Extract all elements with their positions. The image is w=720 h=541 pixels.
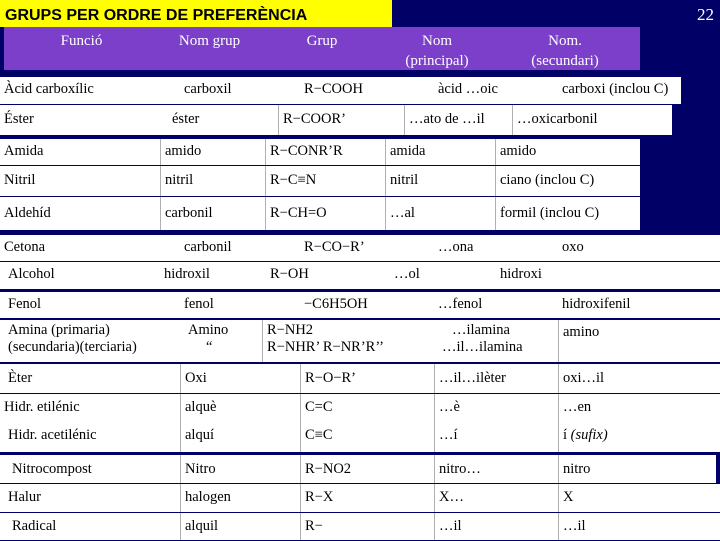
cell-nom-grup: nitril — [160, 166, 265, 196]
cell-nom-grup: carbonil — [184, 239, 232, 255]
table-row — [0, 235, 720, 262]
cell-grup: R−CH=O — [265, 197, 385, 230]
cell-funcio: Halur — [8, 489, 42, 505]
cell-grup-line2: R−NHR’ R−NR’R’’ — [267, 339, 384, 355]
cell-funcio-line2: (secundaria)(terciaria) — [8, 339, 137, 355]
cell-funcio: Èter — [8, 370, 33, 386]
table-row — [0, 484, 720, 513]
cell-nom-grup: carboxil — [184, 81, 232, 97]
cell-nom-grup-line1: Amino — [188, 322, 229, 338]
cell-nom-principal: amida — [385, 139, 495, 165]
cell-nom-grup-line2: “ — [206, 339, 213, 355]
cell-funcio: Éster — [4, 111, 34, 127]
cell-nom-principal — [434, 320, 558, 362]
table-row — [0, 320, 720, 363]
cell-nom-grup: hidroxil — [164, 266, 210, 282]
cell-nom-secundari: formil (inclou C) — [495, 197, 640, 230]
cell-funcio: Cetona — [4, 239, 46, 255]
table-row — [0, 197, 640, 231]
table-row — [0, 166, 640, 197]
cell-nom-principal: nitril — [385, 166, 495, 196]
table-row — [0, 394, 720, 423]
cell-funcio: Radical — [12, 518, 57, 534]
header-nom-principal-line1: Nom — [422, 33, 452, 49]
header-nom-grup-label: Nom grup — [178, 33, 241, 49]
cell-nom-grup: éster — [172, 111, 200, 127]
cell-nom-secundari: …oxicarbonil — [512, 105, 672, 135]
cell-funcio: Hidr. acetilénic — [8, 427, 97, 443]
cell-nom-principal: nitro… — [434, 455, 558, 483]
cell-grup: R−CONR’R — [265, 139, 385, 165]
cell-nom-principal: …ona — [438, 239, 474, 255]
cell-grup-formula: −C6H5OH — [304, 296, 368, 312]
cell-nom-grup: Oxi — [180, 364, 300, 393]
cell-nom-principal: àcid …oic — [438, 81, 498, 97]
cell-nom-principal-line1: …ilamina — [452, 322, 510, 338]
cell-grup: R−NO2 — [300, 455, 434, 483]
cell-nom-principal: …al — [385, 197, 495, 230]
cell-funcio: Hidr. etilénic — [4, 399, 80, 415]
cell-grup: R−OH — [270, 266, 309, 282]
slide-title: GRUPS PER ORDRE DE PREFERÈNCIA — [0, 0, 392, 27]
cell-nom-secundari: hidroxifenil — [562, 296, 631, 312]
cell-nom-secundari: amido — [495, 139, 640, 165]
header-nom-principal — [384, 27, 490, 70]
cell-nom-grup: fenol — [184, 296, 214, 312]
cell-nom-secundari-note: (sufix) — [570, 427, 608, 443]
cell-grup: R−COOR’ — [278, 105, 404, 135]
cell-grup: R−COOH — [304, 81, 363, 97]
cell-grup: C≡C — [300, 422, 434, 452]
cell-funcio-line1: Amina (primaria) — [8, 322, 110, 338]
cell-nom-principal: …í — [434, 422, 558, 452]
table-row — [0, 292, 720, 319]
cell-nom-secundari-text: í — [563, 427, 571, 443]
header-grup-label: Grup — [306, 33, 338, 49]
cell-nom-principal: …il…ilèter — [434, 364, 558, 393]
cell-nom-secundari: carboxi (inclou C) — [562, 81, 669, 97]
cell-nom-principal: …il — [434, 513, 558, 540]
cell-funcio — [4, 320, 180, 362]
cell-nom-principal-line2: …il…ilamina — [442, 339, 523, 355]
cell-funcio: Amida — [4, 143, 44, 159]
cell-nom-principal: …è — [434, 394, 558, 422]
header-nom-grup — [159, 27, 260, 70]
cell-grup: R−X — [300, 484, 434, 512]
header-nom-secundari-line2: (secundari) — [531, 53, 599, 69]
cell-grup — [300, 292, 434, 318]
page-number: 22 — [697, 5, 714, 24]
cell-nom-grup: halogen — [180, 484, 300, 512]
cell-nom-secundari: X — [558, 484, 720, 512]
header-funcio — [4, 27, 159, 70]
table-row — [0, 364, 720, 394]
cell-funcio: Nitrocompost — [12, 461, 92, 477]
cell-grup-line1: R−NH2 — [267, 322, 314, 338]
cell-grup — [262, 320, 434, 362]
table-row — [0, 77, 681, 105]
cell-funcio: Fenol — [8, 296, 42, 312]
cell-funcio: Àcid carboxílic — [4, 81, 94, 97]
cell-nom-secundari: hidroxi — [500, 266, 542, 282]
cell-nom-secundari: ciano (inclou C) — [495, 166, 640, 196]
table-row — [0, 139, 640, 166]
table-row — [0, 262, 720, 290]
cell-funcio: Alcohol — [8, 266, 55, 282]
table-row — [0, 105, 672, 136]
cell-grup: R− — [300, 513, 434, 540]
cell-nom-grup: Nitro — [180, 455, 300, 483]
cell-nom-principal: X… — [434, 484, 558, 512]
header-nom-secundari-line1: Nom. — [548, 33, 582, 49]
cell-nom-secundari: …il — [558, 513, 720, 540]
cell-nom-principal: …fenol — [438, 296, 483, 312]
cell-grup: R−CO−R’ — [304, 239, 365, 255]
cell-nom-grup: alquè — [180, 394, 300, 422]
cell-nom-secundari — [558, 422, 720, 452]
cell-nom-principal: …ol — [394, 266, 420, 282]
table-row — [0, 455, 716, 484]
cell-nom-grup: carbonil — [160, 197, 265, 230]
cell-nom-secundari: oxo — [562, 239, 584, 255]
cell-grup: R−O−R’ — [300, 364, 434, 393]
table-row — [0, 422, 720, 453]
cell-grup: R−C≡N — [265, 166, 385, 196]
cell-nom-secundari: …en — [558, 394, 720, 422]
cell-nom-secundari: amino — [558, 320, 720, 362]
cell-nom-secundari: oxi…il — [558, 364, 720, 393]
cell-nom-grup: alquil — [180, 513, 300, 540]
header-grup — [260, 27, 384, 70]
cell-nom-secundari: nitro — [558, 455, 716, 483]
header-nom-secundari — [490, 27, 640, 70]
header-nom-principal-line2: (principal) — [405, 53, 469, 69]
cell-nom-grup: amido — [160, 139, 265, 165]
header-funcio-label: Funció — [60, 33, 103, 49]
cell-funcio: Aldehíd — [4, 205, 51, 221]
cell-grup: C=C — [300, 394, 434, 422]
cell-nom-grup — [180, 320, 262, 362]
cell-nom-principal: …ato de …il — [404, 105, 512, 135]
cell-funcio: Nitril — [4, 172, 36, 188]
cell-nom-grup: alquí — [180, 422, 300, 452]
table-row — [0, 513, 720, 541]
